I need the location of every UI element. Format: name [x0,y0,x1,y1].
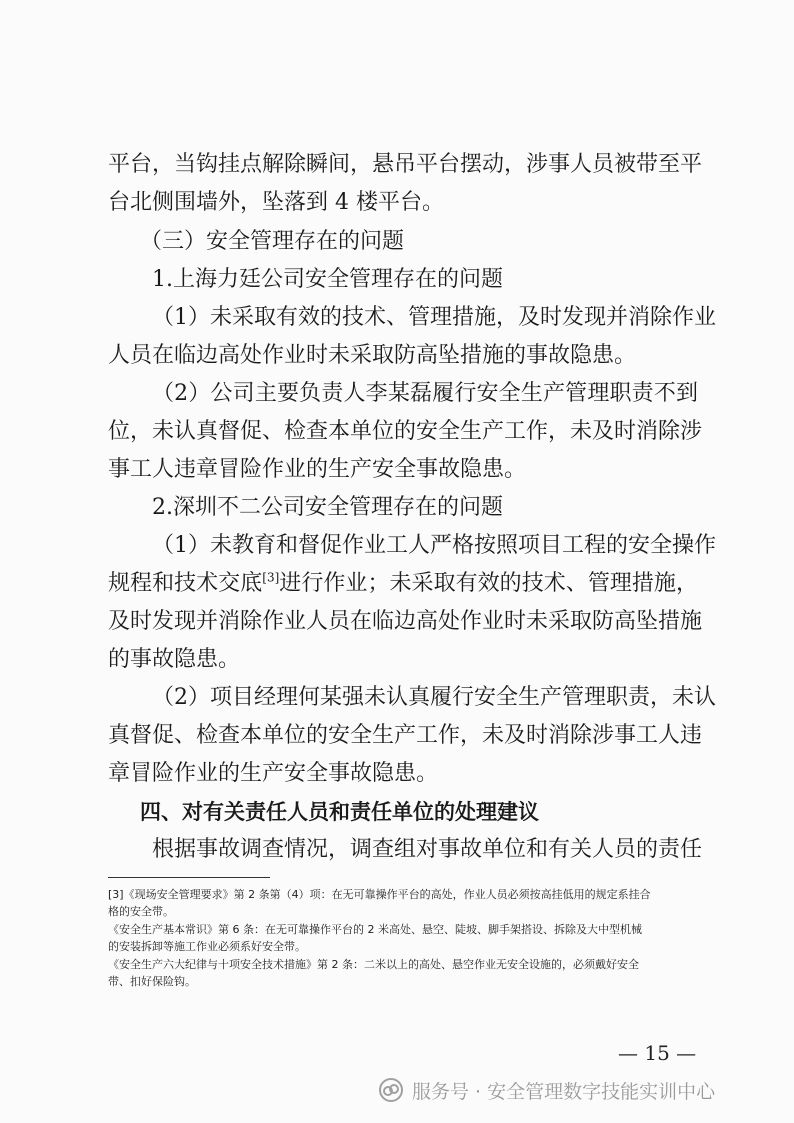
body-line: 真督促、检查本单位的安全生产工作，未及时消除涉事工人违 [108,723,703,748]
footnote-line: 格的安全带。 [108,905,174,918]
body-line: （2）公司主要负责人李某磊履行安全生产管理职责不到 [152,381,698,406]
body-line: （2）项目经理何某强未认真履行安全生产管理职责，未认 [152,685,716,710]
body-line: 平台，当钩挂点解除瞬间，悬吊平台摆动，涉事人员被带至平 [108,152,703,177]
body-line: 及时发现并消除作业人员在临边高处作业时未采取防高坠措施 [108,609,703,634]
body-line: 章冒险作业的生产安全事故隐患。 [108,761,439,786]
footnote-line: 《安全生产基本常识》第 6 条：在无可靠操作平台的 2 米高处、悬空、陡坡、脚手架搭设、拆除及大中型机械 [108,923,642,936]
section-subheading: （三）安全管理存在的问题 [140,229,405,254]
body-line: 位，未认真督促、检查本单位的安全生产工作，未及时消除涉 [108,419,703,444]
subsection-heading: 2.深圳不二公司安全管理存在的问题 [152,495,503,520]
body-line: 根据事故调查情况，调查组对事故单位和有关人员的责任 [152,837,703,862]
footnote-line: 的安装拆卸等施工作业必须系好安全带。 [108,940,306,953]
footnote-line: 带、扣好保险钩。 [108,975,196,988]
body-text: 进行作业；未采取有效的技术、管理措施， [279,571,698,596]
body-line: 台北侧围墙外，坠落到 4 楼平台。 [108,190,444,215]
body-line-with-footnote [108,570,698,598]
footnote-line: [3]《现场安全管理要求》第 2 条第（4）项：在无可靠操作平台的高处，作业人员必须按高挂低用的规定系挂合 [108,888,651,901]
subsection-heading: 1.上海力廷公司安全管理存在的问题 [152,267,503,292]
watermark [378,1073,715,1107]
footnote-line: 《安全生产六大纪律与十项安全技术措施》第 2 条：二米以上的高处、悬空作业无安全设施的，必须戴好安全 [108,958,639,971]
footnote-divider [108,877,270,878]
page-number: — 15 — [618,1041,697,1065]
body-line: 的事故隐患。 [108,647,241,672]
footnote-reference[interactable]: [3] [262,570,280,585]
body-line: 人员在临边高处作业时未采取防高坠措施的事故隐患。 [108,343,637,368]
body-line: 事工人违章冒险作业的生产安全事故隐患。 [108,457,527,482]
section-heading: 四、对有关责任人员和责任单位的处理建议 [140,800,539,824]
wechat-official-account-icon [378,1077,404,1103]
body-line: （1）未采取有效的技术、管理措施，及时发现并消除作业 [152,305,716,330]
body-line: （1）未教育和督促作业工人严格按照项目工程的安全操作 [152,533,716,558]
watermark-text: 服务号 · 安全管理数字技能实训中心 [412,1080,716,1103]
body-text: 规程和技术交底 [108,571,263,596]
